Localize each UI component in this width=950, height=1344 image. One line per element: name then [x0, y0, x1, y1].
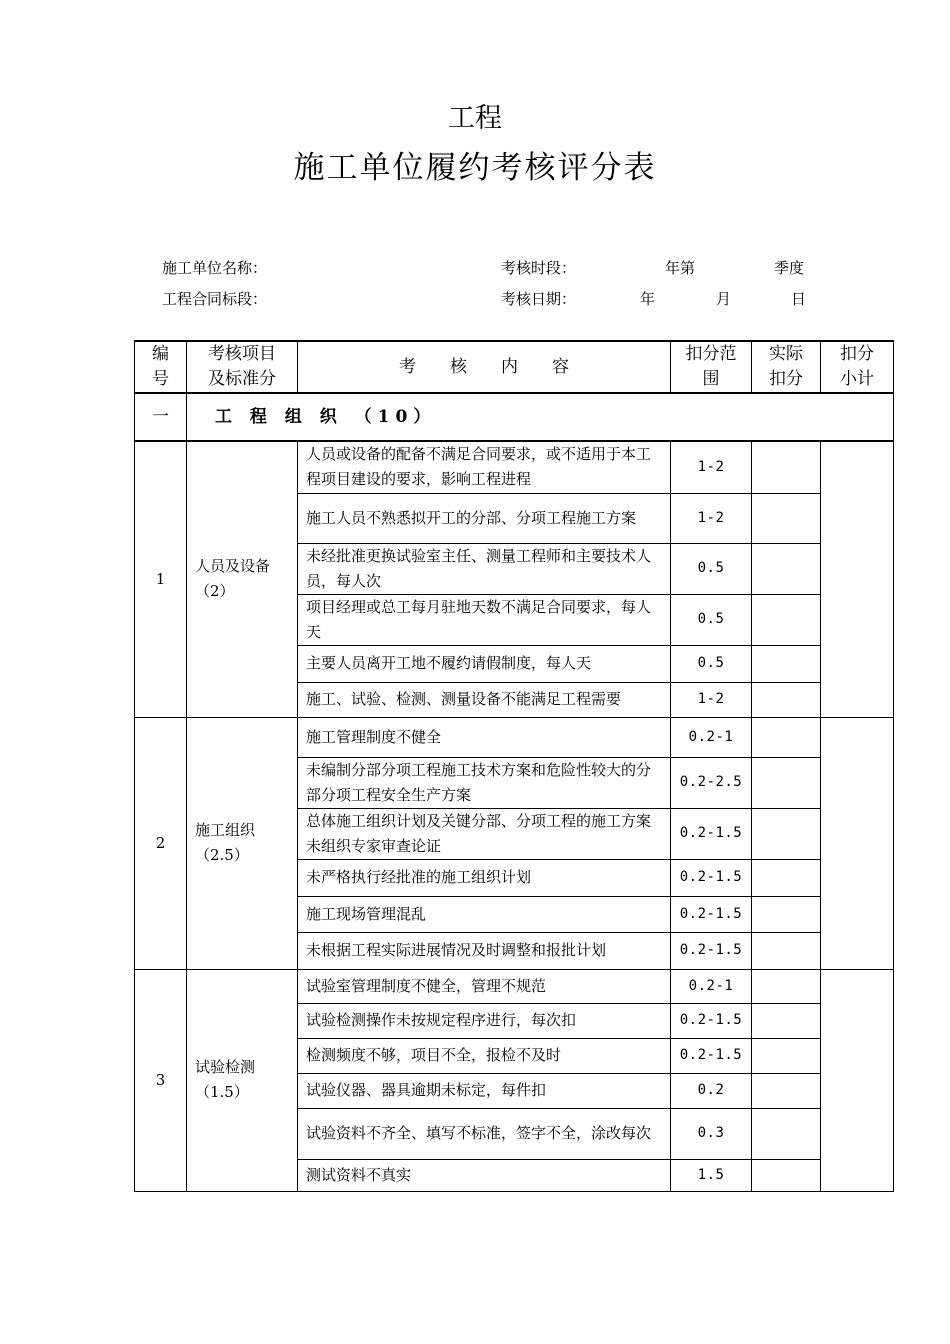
item-number: 2 — [135, 717, 187, 969]
period-year-label: 年第 — [665, 259, 696, 277]
actual-deduction-cell[interactable] — [752, 1003, 821, 1038]
assessment-content: 未编制分部分项工程施工技术方案和危险性较大的分部分项工程安全生产方案 — [298, 757, 671, 808]
deduction-range: 0.5 — [671, 543, 752, 594]
assessment-content: 未根据工程实际进展情况及时调整和报批计划 — [298, 932, 671, 969]
actual-deduction-cell[interactable] — [752, 932, 821, 969]
deduction-range: 0.2-1 — [671, 717, 752, 757]
deduction-range: 0.2-1.5 — [671, 932, 752, 969]
assessment-content: 试验仪器、器具逾期未标定，每件扣 — [298, 1073, 671, 1108]
actual-deduction-cell[interactable] — [752, 543, 821, 594]
assessment-content: 试验检测操作未按规定程序进行，每次扣 — [298, 1003, 671, 1038]
item-name-cell — [187, 969, 298, 1191]
table-row — [135, 441, 894, 493]
assessment-content: 施工管理制度不健全 — [298, 717, 671, 757]
deduction-range: 0.2-1.5 — [671, 1003, 752, 1038]
actual-deduction-cell[interactable] — [752, 1038, 821, 1073]
assessment-content: 施工人员不熟悉拟开工的分部、分项工程施工方案 — [298, 493, 671, 543]
actual-deduction-cell[interactable] — [752, 645, 821, 682]
assessment-table — [134, 340, 894, 1192]
section-title: 工 程 组 织 （10） — [187, 393, 894, 441]
assessment-period-label: 考核时段： — [501, 259, 577, 277]
assessment-content: 主要人员离开工地不履约请假制度，每人天 — [298, 645, 671, 682]
assessment-content: 试验资料不齐全、填写不标准，签字不全，涂改每次 — [298, 1108, 671, 1159]
period-quarter-label: 季度 — [774, 259, 805, 277]
item-score: （1.5） — [195, 1083, 249, 1101]
deduction-range: 0.2-1 — [671, 969, 752, 1003]
actual-deduction-cell[interactable] — [752, 682, 821, 717]
table-row — [135, 717, 894, 757]
table-row — [135, 969, 894, 1003]
subtotal-cell[interactable] — [821, 969, 894, 1191]
construction-unit-label: 施工单位名称： — [162, 259, 268, 277]
assessment-content: 未经批准更换试验室主任、测量工程师和主要技术人员，每人次 — [298, 543, 671, 594]
document-title-project: 工程 — [448, 103, 502, 134]
item-name: 施工组织 — [195, 821, 256, 839]
deduction-range: 0.2 — [671, 1073, 752, 1108]
header-content: 考 核 内 容 — [298, 341, 671, 393]
actual-deduction-cell[interactable] — [752, 1108, 821, 1159]
deduction-range: 0.2-1.5 — [671, 859, 752, 896]
actual-deduction-cell[interactable] — [752, 757, 821, 808]
deduction-range: 1-2 — [671, 682, 752, 717]
deduction-range: 1-2 — [671, 441, 752, 493]
header-number: 编 号 — [135, 341, 187, 393]
contract-section-label: 工程合同标段： — [162, 290, 268, 308]
assessment-content: 施工现场管理混乱 — [298, 896, 671, 932]
header-actual-deduction: 实际 扣分 — [752, 341, 821, 393]
item-score: （2.5） — [195, 846, 249, 864]
item-name: 试验检测 — [195, 1058, 256, 1076]
actual-deduction-cell[interactable] — [752, 717, 821, 757]
section-row — [135, 393, 894, 441]
actual-deduction-cell[interactable] — [752, 896, 821, 932]
deduction-range: 0.5 — [671, 645, 752, 682]
deduction-range: 0.2-1.5 — [671, 808, 752, 859]
subtotal-cell[interactable] — [821, 441, 894, 717]
assessment-content: 人员或设备的配备不满足合同要求，或不适用于本工程项目建设的要求，影响工程进程 — [298, 441, 671, 493]
assessment-content: 项目经理或总工每月驻地天数不满足合同要求，每人天 — [298, 594, 671, 645]
table-header-row — [135, 341, 894, 393]
item-number: 3 — [135, 969, 187, 1191]
header-item: 考核项目 及标准分 — [187, 341, 298, 393]
date-month-label: 月 — [716, 290, 732, 308]
actual-deduction-cell[interactable] — [752, 969, 821, 1003]
item-score: （2） — [195, 582, 235, 601]
assessment-content: 测试资料不真实 — [298, 1159, 671, 1191]
item-name: 人员及设备 — [195, 557, 271, 576]
deduction-range: 0.2-2.5 — [671, 757, 752, 808]
deduction-range: 0.2-1.5 — [671, 1038, 752, 1073]
deduction-range: 1.5 — [671, 1159, 752, 1191]
actual-deduction-cell[interactable] — [752, 808, 821, 859]
item-number: 1 — [135, 441, 187, 717]
item-name-cell — [187, 717, 298, 969]
assessment-content: 总体施工组织计划及关键分部、分项工程的施工方案未组织专家审查论证 — [298, 808, 671, 859]
assessment-content: 试验室管理制度不健全，管理不规范 — [298, 969, 671, 1003]
date-year-label: 年 — [640, 290, 656, 308]
actual-deduction-cell[interactable] — [752, 594, 821, 645]
assessment-date-label: 考核日期： — [501, 290, 577, 308]
header-subtotal: 扣分 小计 — [821, 341, 894, 393]
actual-deduction-cell[interactable] — [752, 859, 821, 896]
deduction-range: 0.5 — [671, 594, 752, 645]
date-day-label: 日 — [791, 290, 807, 308]
item-name-cell — [187, 441, 298, 717]
deduction-range: 0.3 — [671, 1108, 752, 1159]
actual-deduction-cell[interactable] — [752, 1159, 821, 1191]
actual-deduction-cell[interactable] — [752, 1073, 821, 1108]
deduction-range: 0.2-1.5 — [671, 896, 752, 932]
deduction-range: 1-2 — [671, 493, 752, 543]
actual-deduction-cell[interactable] — [752, 493, 821, 543]
assessment-content: 检测频度不够，项目不全，报检不及时 — [298, 1038, 671, 1073]
document-title: 施工单位履约考核评分表 — [293, 150, 657, 186]
section-number: 一 — [135, 393, 187, 441]
subtotal-cell[interactable] — [821, 717, 894, 969]
actual-deduction-cell[interactable] — [752, 441, 821, 493]
header-deduction-range: 扣分范 围 — [671, 341, 752, 393]
assessment-content: 未严格执行经批准的施工组织计划 — [298, 859, 671, 896]
assessment-content: 施工、试验、检测、测量设备不能满足工程需要 — [298, 682, 671, 717]
